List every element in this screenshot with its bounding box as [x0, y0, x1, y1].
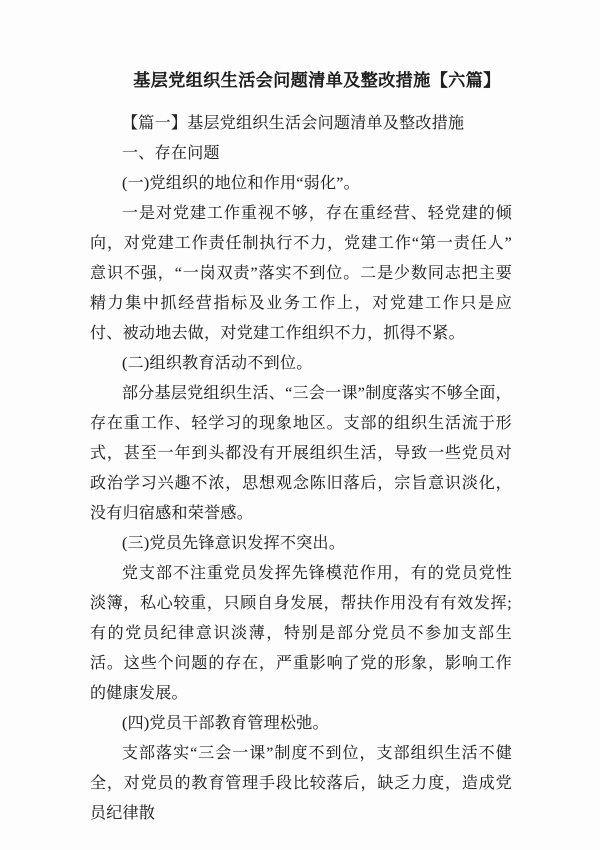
paragraph-body-5: 部分基层党组织生活、“三会一课”制度落实不够全面，存在重工作、轻学习的现象地区。支部的组织生活流于形式，甚至一年到头都没有开展组织生活，导致一些党员对政治学习兴趣不浓，思想观念陈旧落后，宗旨意识淡化，没有归宿感和荣誉感。 [90, 385, 512, 522]
paragraph-subheading-8: (四)党员干部教育管理松弛。 [122, 715, 329, 732]
document-body [90, 109, 512, 829]
paragraph-body-9: 支部落实“三会一课”制度不到位，支部组织生活不健全，对党员的教育管理手段比较落后，缺乏力度，造成党员纪律散 [90, 745, 512, 822]
document-content [90, 66, 512, 829]
paragraph-subheading-2: (一)党组织的地位和作用“弱化”。 [122, 175, 360, 192]
paragraph-heading-1: 一、存在问题 [122, 145, 220, 162]
paragraph-body-7: 党支部不注重党员发挥先锋模范作用，有的党员党性淡簿，私心较重，只顾自身发展，帮扶作用没有有效发挥;有的党员纪律意识淡薄，特别是部分党员不参加支部生活。这些个问题的存在，严重影响了党的形象，影响工作的健康发展。 [90, 565, 512, 702]
paragraph-section-title-0: 【篇一】基层党组织生活会问题清单及整改措施 [122, 115, 465, 132]
paragraph-subheading-4: (二)组织教育活动不到位。 [122, 355, 313, 372]
document-title: 基层党组织生活会问题清单及整改措施【六篇】 [133, 71, 501, 90]
paragraph-subheading-6: (三)党员先锋意识发挥不突出。 [122, 535, 346, 552]
paragraph-body-3: 一是对党建工作重视不够，存在重经营、轻党建的倾向，对党建工作责任制执行不力，党建工作“第一责任人”意识不强，“一岗双责”落实不到位。二是少数同志把主要精力集中抓经营指标及业务工作上，对党建工作只是应付、被动地去做，对党建工作组织不力，抓得不紧。 [90, 205, 512, 342]
